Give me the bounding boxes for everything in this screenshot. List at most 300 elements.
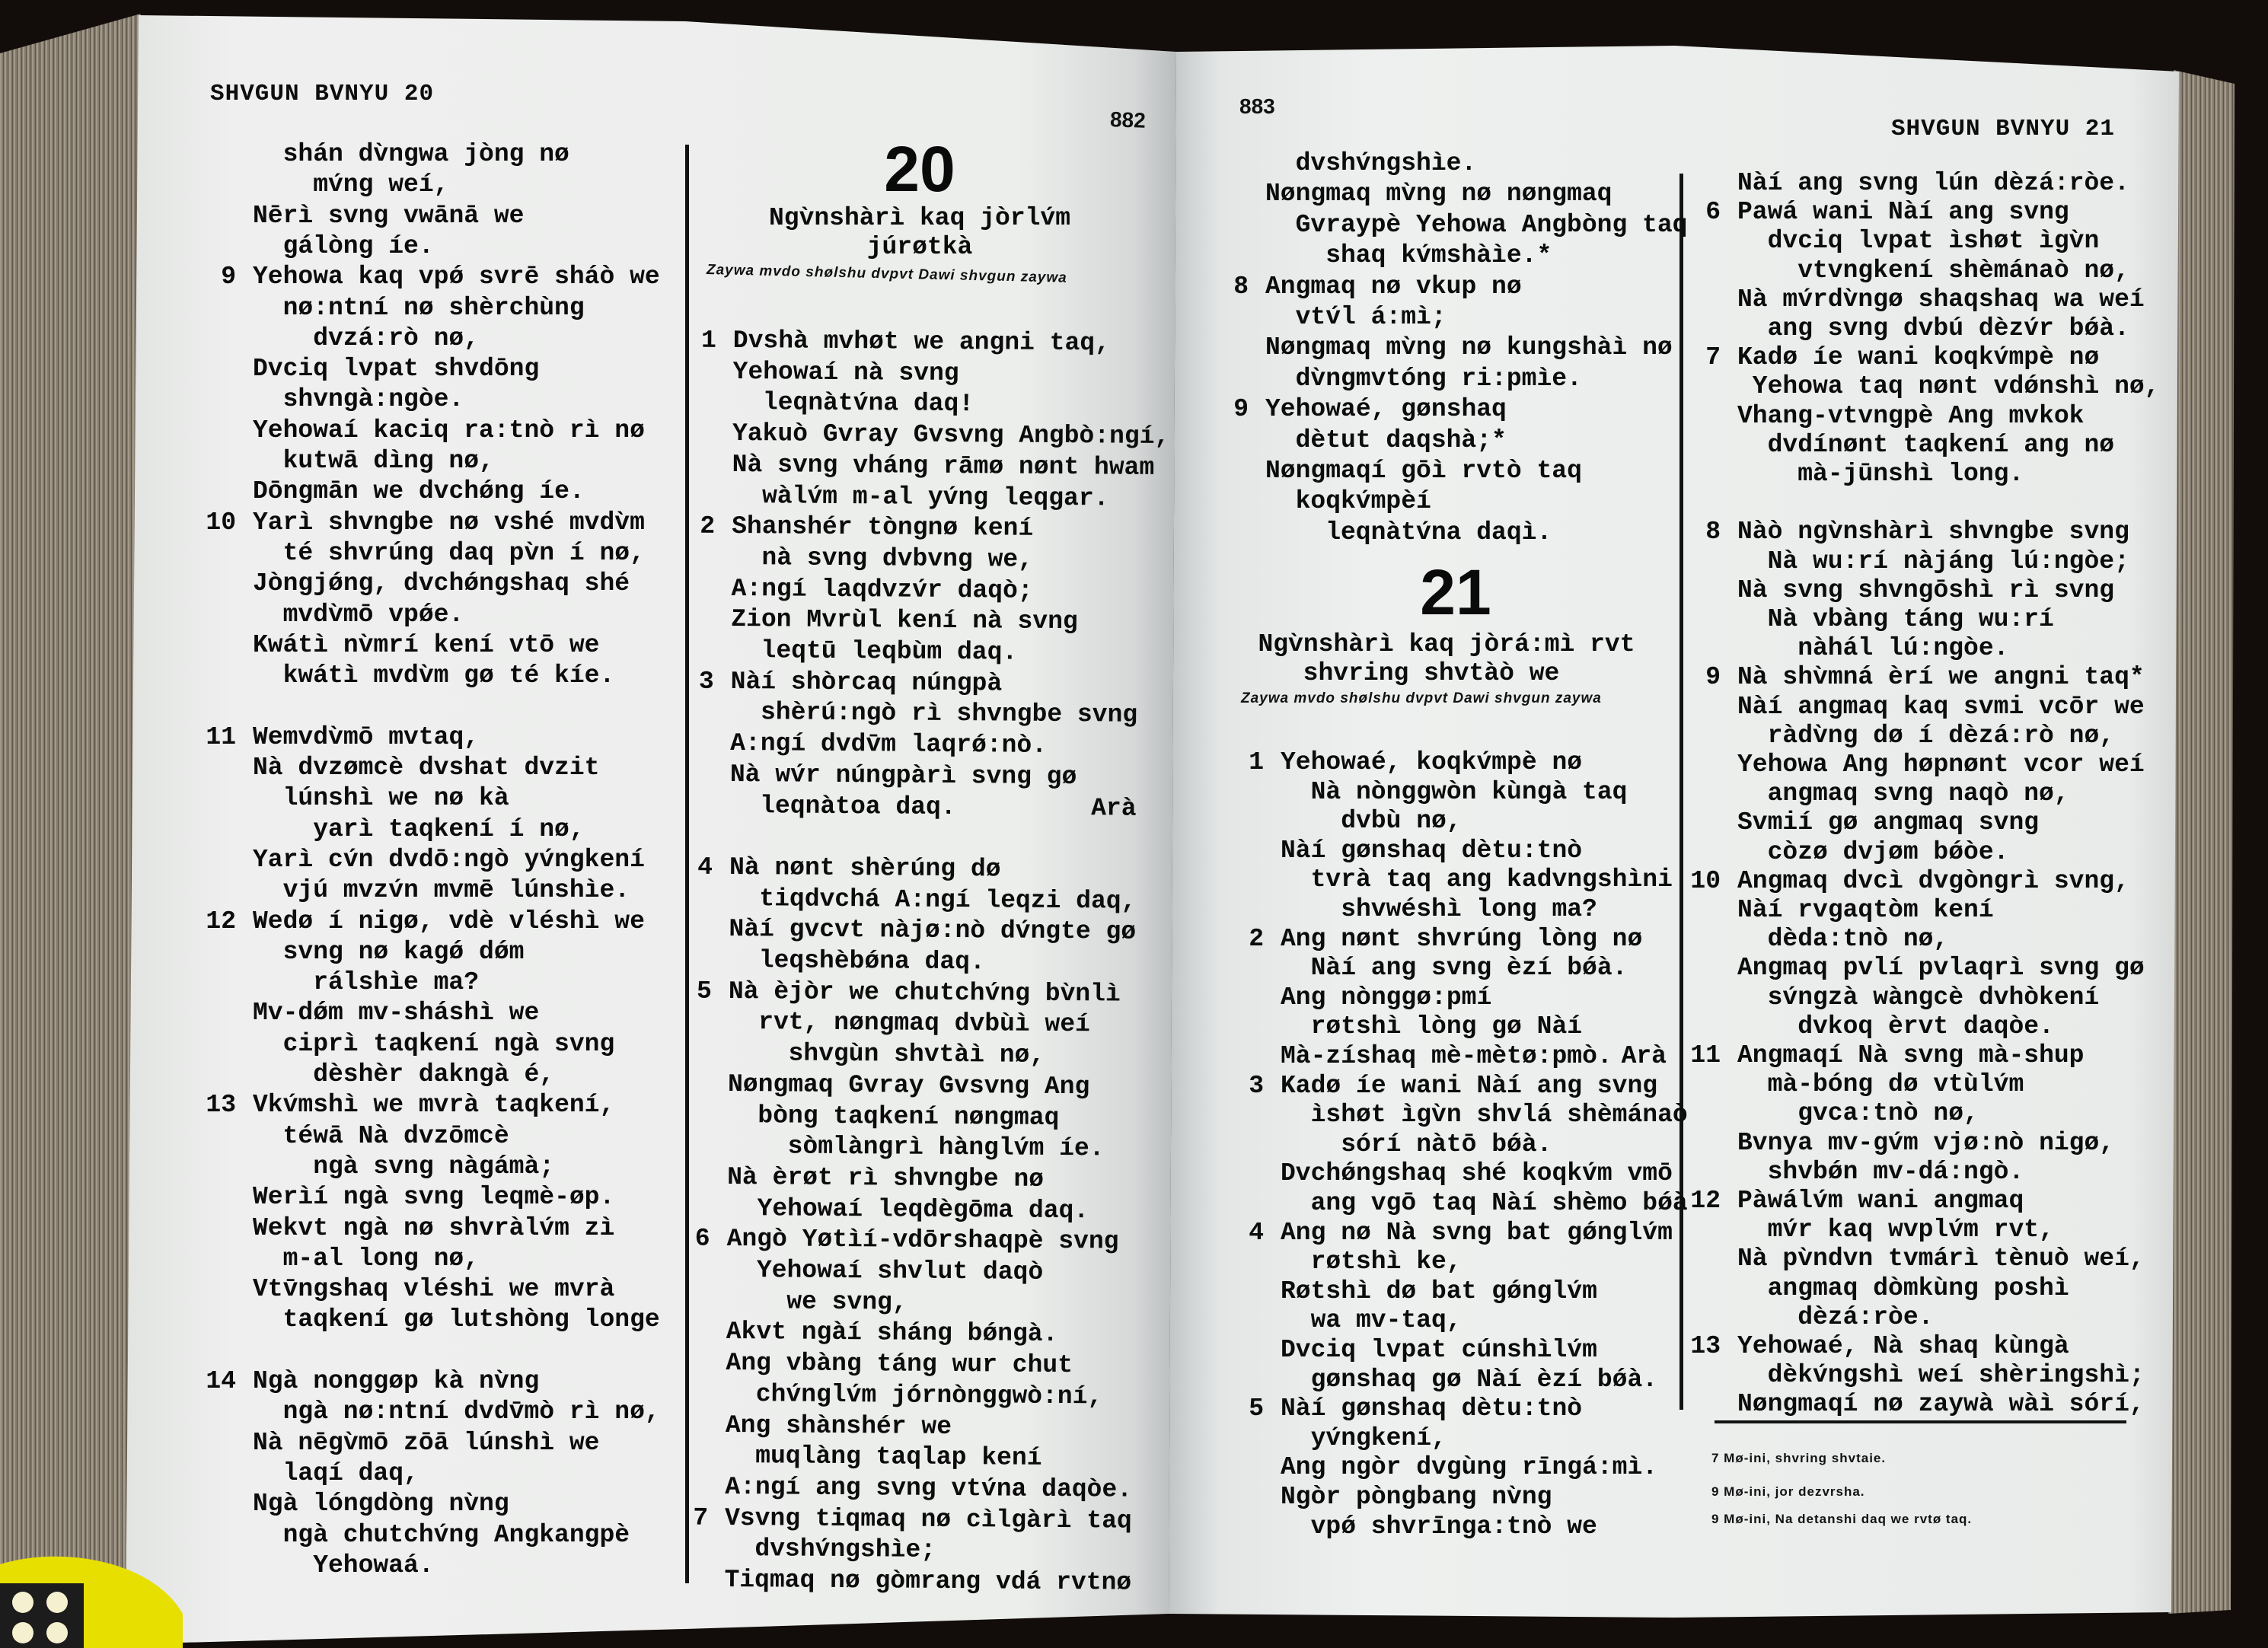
footnote-1: 7 Mø-ini, shvring shvtaie. (1711, 1451, 1887, 1465)
verse-number: 6 (694, 1224, 710, 1254)
verse-line (727, 1162, 1134, 1196)
verse-text: koqkv́mpèí (1295, 487, 1431, 516)
verse-line (1249, 748, 1667, 778)
verse-line (725, 1534, 1131, 1567)
verse-line (253, 753, 679, 783)
verse-text: Vhang-vtvngpè Ang mvkok (1737, 401, 2085, 430)
verse-text: Dvchǿngshaq shé koqkv́m vmō (1281, 1159, 1673, 1188)
verse-text: Ang nønt shvrúng lòng nø (1281, 924, 1643, 953)
verse-text: Nà nønt shèrúng dø (729, 853, 1001, 884)
verse-text: ang svng dvbú dèzv́r bǿà. (1767, 314, 2129, 343)
verse-text: angmaq svng naqò nø, (1767, 779, 2069, 808)
selah-marker: Arà (1091, 793, 1137, 823)
verse-text: shaq kv́mshàìe.* (1325, 241, 1552, 270)
verse-line (1265, 179, 1661, 209)
verse-number: 12 (206, 907, 236, 936)
verse-line (1281, 1336, 1667, 1366)
verse-text: Wedø í nigø, vdè vléshì we (253, 907, 645, 936)
verse-text: dèshèr dakngà é, (313, 1060, 555, 1089)
verse-number: 3 (1249, 1071, 1264, 1100)
verse-text: dvshv́ngshìe; (754, 1535, 936, 1565)
verse-line (253, 1551, 679, 1581)
verse-line (1265, 456, 1661, 486)
verse-text: téwā Nà dvzōmcè (282, 1121, 509, 1150)
verse-line (1281, 865, 1673, 895)
verse-number: 9 (1233, 395, 1249, 424)
verse-text: Nàí gønshaq dètu:tnò (1281, 1395, 1583, 1423)
verse-line (1705, 518, 2133, 547)
verse-line (253, 1458, 679, 1489)
verse-text: Dvciq lvpat cúnshìlv́m (1281, 1336, 1597, 1364)
verse-line (1249, 1218, 1673, 1248)
verse-text: Jòngjǿng, dvchǿngshaq shé (253, 569, 630, 598)
psalm-title-20-line-2: júrøtkà (866, 233, 973, 261)
verse-line (1737, 372, 2160, 401)
verse-line (1737, 547, 2133, 576)
verse-text: wa mv-taq, (1310, 1306, 1462, 1335)
verse-line (732, 543, 1138, 576)
verse-text: Yehowaí shvlut daqò (756, 1256, 1044, 1286)
verse-line (1737, 1303, 2133, 1332)
verse-line (253, 937, 679, 967)
verse-line (1690, 1041, 2133, 1070)
verse-line (726, 1317, 1133, 1350)
verse-line (1737, 257, 2133, 285)
verse-text: Yehowa Ang høpnønt vcor weí (1737, 751, 2145, 779)
verse-text: shán dv̀ngwa jòng nø (282, 140, 569, 168)
verse-number: 5 (1249, 1395, 1264, 1423)
verse-text: ang vgō taq Nàí shèmo bǿà (1310, 1189, 1688, 1217)
verse-line (726, 1255, 1133, 1289)
verse-number: 1 (1249, 748, 1264, 776)
verse-line (1281, 1513, 1667, 1542)
verse-text: Ngòr pòngbang nv̀ng (1281, 1483, 1552, 1511)
verse-line (253, 201, 679, 231)
verse-line (726, 1348, 1132, 1382)
verse-line (729, 884, 1136, 917)
verse-line (725, 1472, 1131, 1506)
verse-number: 10 (1690, 866, 1721, 895)
verse-number: 10 (206, 508, 236, 537)
verse-text: tvrà taq ang kadvngshìni (1310, 865, 1673, 894)
verse-text: Dvshà mvhøt we angni taq, (732, 326, 1111, 358)
verse-text: Mà-zíshaq mè-mètø:pmò. (1281, 1042, 1612, 1070)
verse-line (253, 630, 679, 661)
verse-text: Pàwálv́m wani angmaq (1737, 1187, 2024, 1215)
verse-text: gálòng íe. (282, 231, 434, 260)
verse-line (1737, 634, 2133, 663)
verse-text: dvciq lvpat ìshøt ìgv̀n (1767, 227, 2100, 256)
verse-line (730, 760, 1137, 793)
verse-line (253, 1152, 679, 1182)
verse-text: Nà svng shvngōshì rì svng (1737, 575, 2115, 604)
verse-text: kwátì mvdv̀m gø té kíe. (282, 661, 615, 690)
footnote-3: 9 Mø-ini, Na detanshi daq we rvtø taq. (1711, 1512, 1973, 1526)
verse-text: chv́nglv́m jórnònggwò:ní, (755, 1380, 1103, 1411)
verse-line (1281, 1042, 1667, 1072)
verse-line (253, 1274, 679, 1305)
verse-text: Kadø íe wani Nàí ang svng (1281, 1071, 1658, 1100)
verse-line (1265, 148, 1661, 179)
verse-text: ràdv̀ng dø í dèzá:rò nø, (1767, 721, 2115, 750)
verse-text: Ang vbàng táng wur chut (726, 1349, 1073, 1380)
verse-text: svng nø kagǿ dǿm (282, 937, 525, 966)
verse-text: Nà dvzømcè dvshat dvzit (253, 754, 600, 782)
verse-line (1737, 808, 2133, 837)
verse-text: yarì taqkení í nø, (313, 814, 585, 843)
verse-line (253, 1182, 679, 1213)
page-number-left: 882 (1109, 107, 1147, 132)
verse-text: mv́r kaq wvplv́m rvt, (1767, 1216, 2054, 1245)
verse-line (730, 728, 1137, 762)
verse-line (1281, 895, 1667, 925)
verse-text: shèrú:ngò rì shvngbe svng (760, 698, 1138, 730)
verse-text: Nà svng vháng rāmø nønt hwam (732, 450, 1155, 482)
verse-text: Pawá wani Nàí ang svng (1737, 198, 2069, 227)
verse-line (1737, 1216, 2133, 1245)
verse-line (731, 574, 1137, 607)
verse-text: shvbǿn mv-dá:ngò. (1767, 1157, 2024, 1186)
verse-line (206, 1090, 679, 1120)
verse-text: gvca:tnò nø, (1797, 1099, 1979, 1128)
verse-text: ciprì taqkení ngà svng (282, 1029, 615, 1058)
verse-line (1281, 1366, 1667, 1395)
verse-text: dèda:tnò nø, (1767, 925, 1949, 954)
verse-line (1233, 272, 1661, 302)
psalm-title-20-line-1: Ngv̀nshàrì kaq jòrlv́m (768, 204, 1071, 232)
verse-line (1737, 227, 2133, 256)
verse-text: Nàí gønshaq dètu:tnò (1281, 836, 1583, 865)
verse-text: Yehowaí kaciq ra:tnò rì nø (253, 416, 645, 445)
verse-line (1690, 1187, 2133, 1216)
verse-line (1737, 402, 2133, 431)
verse-line (253, 1060, 679, 1090)
verse-number: 3 (698, 667, 714, 696)
verse-line (206, 907, 679, 937)
verse-text: mà-jūnshì long. (1797, 460, 2024, 488)
verse-line (1705, 198, 2133, 227)
verse-text: Nà nēgv̀mō zōā lúnshì we (253, 1428, 600, 1457)
verse-line (1737, 1070, 2133, 1099)
verse-text: vpǿ shvrīnga:tnò we (1310, 1512, 1597, 1541)
verse-text: Røtshì dø bat gǿnglv́m (1281, 1277, 1597, 1305)
verse-line (729, 790, 1136, 824)
verse-text: Yehowa taq nønt vdǿnshì nø, (1752, 372, 2160, 401)
verse-text: Yehowaé, gønshaq (1265, 395, 1507, 424)
verse-line (1737, 1390, 2145, 1419)
verse-text: Nàò ngv̀nshàrì shvngbe svng (1737, 518, 2129, 547)
verse-text: Ngà lóngdòng nv̀ng (253, 1490, 509, 1519)
verse-text: Ang nø Nà svng bat gǿnglv́m (1281, 1218, 1673, 1247)
verse-line (729, 914, 1135, 948)
verse-text: Nà mv́rdv̀ngø shaqshaq wa weí (1737, 285, 2145, 314)
footnote-2: 9 Mø-ini, jor dezvrsha. (1711, 1484, 1865, 1499)
verse-text: mvdv̀mō vpǿe. (282, 600, 464, 629)
verse-text: leqtū leqbùm daq. (761, 636, 1018, 667)
verse-line (700, 512, 1138, 545)
verse-text: dvkoq èrvt daqòe. (1797, 1012, 2054, 1041)
verse-line (253, 1029, 679, 1060)
verse-text: lúnshì we nø kà (282, 784, 509, 813)
verse-text: Yehowaá. (313, 1551, 434, 1579)
verse-number: 2 (1249, 924, 1264, 953)
verse-line (1265, 364, 1661, 394)
verse-number: 7 (693, 1503, 709, 1532)
verse-text: nø:ntní nø shèrchùng (282, 293, 585, 322)
verse-text: vtv́l á:mì; (1295, 303, 1447, 331)
verse-line (253, 875, 679, 906)
verse-text: Dvciq lvpat shvdōng (253, 355, 540, 384)
verse-text: Nàí angmaq kaq svmi vcōr we (1737, 692, 2145, 721)
verse-line (1281, 954, 1667, 983)
right-page-edges (2168, 70, 2235, 1614)
verse-line (253, 1489, 679, 1519)
verse-line (1233, 394, 1661, 425)
verse-text: muqlàng taqlap kení (755, 1442, 1042, 1473)
verse-line (1737, 1274, 2133, 1303)
verse-text: dv̀ngmvtóng ri:pmìe. (1295, 364, 1582, 393)
verse-text: Yehowa kaq vpǿ svrē sháò we (253, 263, 660, 292)
verse-line (1737, 460, 2133, 489)
verse-text: Nøngmaq mv̀ng nø kungshàì nø (1265, 333, 1673, 362)
verse-line (732, 419, 1170, 452)
verse-line (253, 1397, 679, 1427)
verse-line (728, 1007, 1134, 1041)
verse-line (1737, 838, 2133, 867)
running-head-left: SHVGUN BVNYU 20 (210, 81, 435, 107)
verse-number: 2 (700, 512, 716, 541)
verse-text: Ngà nonggøp kà nv̀ng (253, 1367, 540, 1395)
chapter-number-21: 21 (1420, 556, 1491, 628)
verse-text: røtshì lòng gø Nàí (1310, 1012, 1583, 1041)
verse-text: Akvt ngàí sháng bǿngà. (726, 1318, 1058, 1349)
verse-text: laqí daq, (282, 1458, 419, 1487)
verse-text: leqnàtoa daq. (760, 791, 956, 821)
verse-line (1249, 1071, 1667, 1101)
verse-text: Kwátì nv̀mrí kení vtō we (253, 630, 600, 659)
verse-text: Ang nònggø:pmí (1281, 983, 1492, 1012)
verse-line (1281, 1248, 1667, 1277)
verse-text: té shvrúng daq pv̀n í nø, (282, 538, 645, 567)
verse-text: Kadø íe wani koqkv́mpè nø (1737, 343, 2100, 372)
verse-line (1265, 426, 1661, 456)
verse-line (253, 231, 679, 262)
verse-number: 8 (1705, 518, 1721, 547)
verse-text: tiqdvchá A:ngí leqzi daq, (759, 884, 1137, 916)
verse-text: Svmií gø angmaq svng (1737, 808, 2040, 837)
verse-text: shvngà:ngòe. (282, 385, 464, 414)
verse-text: yv́ngkení, (1310, 1423, 1447, 1452)
verse-text: Ang shànshér we (725, 1411, 952, 1441)
verse-text: kutwā dìng nø, (282, 447, 494, 475)
verse-number: 9 (221, 263, 236, 292)
verse-line (1737, 751, 2145, 779)
psalm-title-21-line-1: Ngv̀nshàrì kaq jòrá:mì rvt (1258, 630, 1635, 658)
verse-line (700, 326, 1140, 359)
verse-text: mv́ng weí, (313, 171, 449, 199)
verse-line (253, 170, 679, 200)
verse-line (1737, 285, 2145, 314)
verse-line (727, 1194, 1134, 1227)
verse-line (726, 1286, 1133, 1320)
verse-line (1249, 924, 1667, 955)
verse-line (729, 945, 1135, 979)
verse-line (726, 1410, 1132, 1443)
verse-number: 13 (206, 1091, 236, 1120)
verse-line (253, 967, 679, 998)
verse-text: Nà shv̀mná èrí we angni taq* (1737, 663, 2145, 692)
verse-text: Vkv́mshì we mvrà taqkení, (253, 1091, 615, 1120)
verse-line (253, 1520, 679, 1551)
verse-text: Nøngmaq mv̀ng nø nøngmaq (1265, 180, 1612, 209)
verse-line (253, 1428, 679, 1458)
verse-line (253, 384, 679, 415)
verse-line (731, 636, 1137, 669)
verse-line (1281, 837, 1667, 866)
verse-line (1265, 241, 1661, 271)
verse-text: Angmaq nø vkup nø (1265, 272, 1522, 301)
verse-text: Nà wv́r núngpàrì svng gø (729, 760, 1077, 791)
verse-line (253, 354, 679, 384)
verse-text: Nøngmaq Gvray Gvsvng Ang (727, 1069, 1090, 1101)
verse-line (724, 1565, 1131, 1599)
verse-text: bòng taqkení nøngmaq (758, 1101, 1060, 1132)
verse-text: Nà èjòr we chutchv́ng bv̀nlì (728, 977, 1121, 1009)
verse-text: sórí nàtō bǿà. (1341, 1130, 1552, 1159)
verse-text: nàhál lú:ngòe. (1797, 634, 2009, 663)
verse-line (1265, 210, 1688, 241)
verse-text: A:ngí laqdvzv́r daqò; (731, 574, 1033, 605)
verse-line (253, 1213, 679, 1244)
verse-line (1281, 1101, 1688, 1130)
verse-line (1281, 1130, 1667, 1160)
verse-line (1737, 896, 2133, 925)
verse-line (1265, 333, 1673, 363)
verse-text: Wemvdv̀mō mvtaq, (253, 722, 480, 751)
page-number-right: 883 (1239, 94, 1275, 118)
verse-line (1737, 314, 2133, 343)
verse-text: shvwéshì long ma? (1341, 895, 1597, 923)
verse-text: còzø dvjøm bǿòe. (1767, 837, 2009, 866)
verse-text: Zion Mvrùl kení nà svng (731, 605, 1078, 636)
verse-line (1281, 807, 1667, 837)
verse-line (1690, 1332, 2133, 1361)
verse-text: dètut daqshà;* (1295, 426, 1507, 454)
verse-line (1249, 1395, 1667, 1424)
verse-line (1737, 983, 2133, 1012)
verse-text: Vtv̄ngshaq vléshi we mvrà (253, 1275, 615, 1304)
verse-text: Nàí rvgaqtòm kení (1737, 896, 1994, 924)
verse-line (1737, 431, 2133, 460)
verse-line (206, 508, 679, 538)
superscription-21: Zaywa mvdo shølshu dvpvt Dawi shvgun zaywa (1241, 690, 1602, 706)
verse-line (730, 697, 1137, 731)
verse-line (1737, 1361, 2145, 1390)
verse-line (1737, 1129, 2133, 1158)
verse-line (732, 387, 1139, 421)
selah-marker: Arà (1621, 1042, 1667, 1070)
verse-text: rvt, nøngmaq dvbùì weí (758, 1008, 1090, 1039)
verse-number: 4 (1249, 1218, 1264, 1247)
verse-text: A:ngí dvdv̄m laqrǿ:nò. (730, 729, 1048, 760)
verse-text: shvgùn shvtàì nø, (788, 1039, 1045, 1069)
verse-line (1281, 1012, 1667, 1042)
verse-text: Angò Yøtìí-vdōrshaqpè svng (726, 1225, 1119, 1256)
verse-line (1737, 779, 2133, 808)
verse-line (253, 1244, 679, 1274)
verse-line (694, 1224, 1133, 1258)
verse-text: Yarì shvngbe nø vshé mvdv̀m (253, 508, 645, 537)
verse-line (732, 480, 1138, 514)
verse-text: Nàí ang svng èzí bǿà. (1310, 954, 1628, 983)
verse-text: Ang ngòr dvgùng rīngá:mì. (1281, 1453, 1658, 1482)
verse-text: dèzá:ròe. (1797, 1302, 1934, 1331)
verse-text: leqnàtv́na daq! (762, 388, 975, 419)
verse-text: Nà pv̀ndvn tvmárì tènuò weí, (1737, 1245, 2145, 1273)
verse-line (726, 1379, 1132, 1413)
verse-text: Angmaq pvlí pvlaqrì svng gø (1737, 954, 2145, 983)
verse-text: Yehowaí nà svng (732, 357, 959, 387)
verse-line (253, 1305, 679, 1335)
verse-number: 7 (1705, 343, 1721, 372)
verse-line (1737, 692, 2145, 722)
running-head-right: SHVGUN BVNYU 21 (1890, 116, 2115, 142)
verse-line (206, 722, 679, 753)
verse-line (693, 1503, 1132, 1537)
verse-line (253, 446, 679, 477)
verse-line (732, 450, 1155, 483)
verse-line (728, 1069, 1134, 1103)
verse-number: 6 (1705, 198, 1721, 227)
verse-text: Gvraypè Yehowa Angbòng taq (1295, 210, 1688, 239)
verse-text: Nà nònggwòn kùngà taq (1310, 777, 1628, 806)
verse-line (221, 262, 679, 292)
verse-number: 5 (696, 977, 713, 1006)
verse-text: vtvngkení shèmánaò nø, (1797, 256, 2129, 285)
verse-line (1281, 1189, 1688, 1219)
verse-line (1705, 343, 2133, 372)
chapter-number-20: 20 (884, 133, 955, 205)
verse-text: Yehowaé, Nà shaq kùngà (1737, 1332, 2069, 1360)
verse-line (1737, 1245, 2145, 1273)
verse-text: Nàí ang svng lún dèzá:ròe. (1737, 169, 2129, 197)
verse-text: nà svng dvbvng we, (761, 543, 1034, 574)
verse-text: Yarì cv́n dvdō:ngò yv́ngkení (253, 845, 645, 874)
verse-number: 4 (697, 853, 713, 881)
verse-text: Bvnya mv-gv́m vjø:nò nigø, (1737, 1128, 2115, 1157)
verse-text: Vsvng tiqmaq nø cìlgàrì taq (724, 1503, 1132, 1535)
verse-number: 8 (1233, 272, 1249, 301)
psalm-title-21-line-2: shvring shvtàò we (1303, 659, 1560, 687)
verse-text: mà-bóng dø vtùlv́m (1767, 1070, 2024, 1099)
verse-text: ìshøt ìgv̀n shvlá shèmánaò (1310, 1101, 1688, 1130)
verse-text: Yehowaé, koqkv́mpè nø (1281, 748, 1583, 776)
verse-text: leqshèbǿna daq. (758, 946, 985, 977)
verse-text: Nàí gvcvt nàjø:nò dv́ngte gø (729, 915, 1137, 947)
verse-line (253, 569, 679, 599)
verse-line (1705, 663, 2145, 692)
verse-line (253, 1121, 679, 1152)
verse-text: Nà èrøt rì shvngbe nø (727, 1162, 1045, 1194)
verse-line (1281, 1424, 1667, 1454)
left-page-edges (0, 14, 141, 1648)
verse-line (253, 293, 679, 324)
verse-line (253, 845, 679, 875)
verse-line (1737, 722, 2133, 751)
verse-text: Nøngmaqí gōì rvtò taq (1265, 457, 1582, 485)
verse-text: dvshv́ngshìe. (1295, 149, 1477, 177)
verse-line (1737, 576, 2133, 605)
